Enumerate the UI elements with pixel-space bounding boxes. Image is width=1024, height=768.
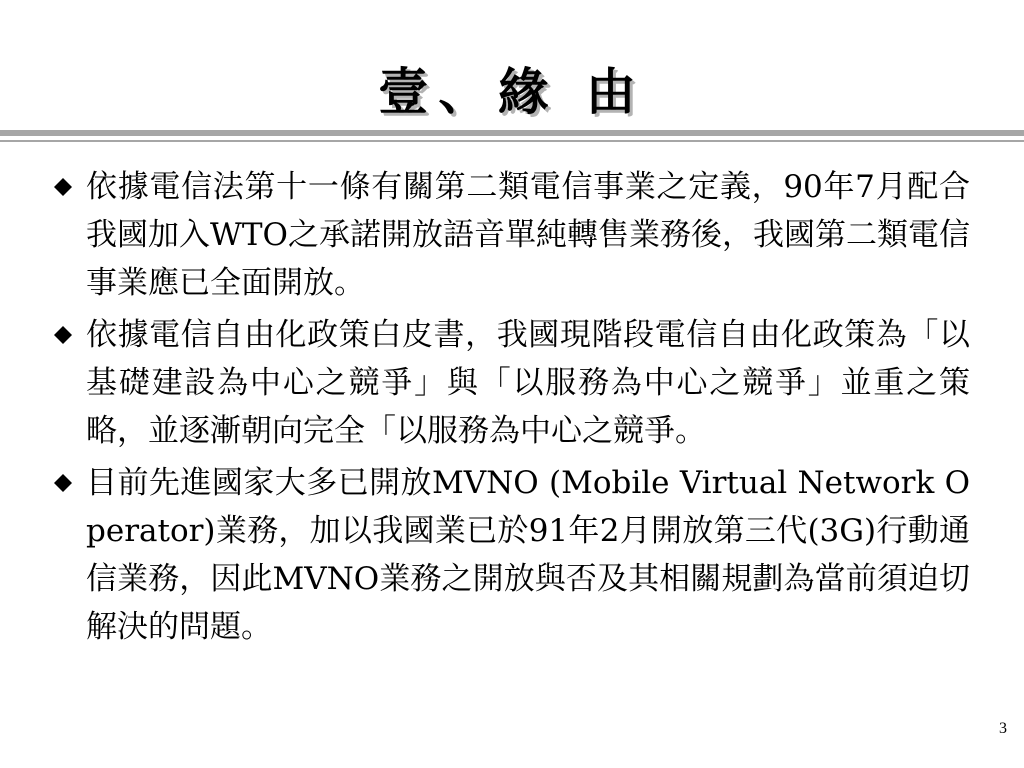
bullet-item-1 <box>50 163 970 307</box>
bullet-text-3: 目前先進國家大多已開放MVNO (Mobile Virtual Network Operator)業務，加以我國業已於91年2月開放第三代(3G)行動通信業務，因此MVNO業務之開放與否及其相關規劃為當前須迫切解決的問題。 <box>86 465 970 645</box>
slide-title: 壹、緣 由 <box>378 62 646 121</box>
diamond-bullet-icon <box>54 178 72 196</box>
bullet-list <box>50 163 970 655</box>
diamond-bullet-icon <box>54 474 72 492</box>
title-divider-thick <box>0 130 1024 136</box>
bullet-item-3 <box>50 459 970 651</box>
bullet-text-1: 依據電信法第十一條有關第二類電信事業之定義，90年7月配合我國加入WTO之承諾開放語音單純轉售業務後，我國第二類電信事業應已全面開放。 <box>86 169 970 301</box>
diamond-bullet-icon <box>54 326 72 344</box>
bullet-text-2: 依據電信自由化政策白皮書，我國現階段電信自由化政策為「以基礎建設為中心之競爭」與「以服務為中心之競爭」並重之策略，並逐漸朝向完全「以服務為中心之競爭。 <box>86 317 970 449</box>
bullet-item-2 <box>50 311 970 455</box>
page-number: 3 <box>999 720 1007 737</box>
title-divider-thin <box>0 140 1024 142</box>
